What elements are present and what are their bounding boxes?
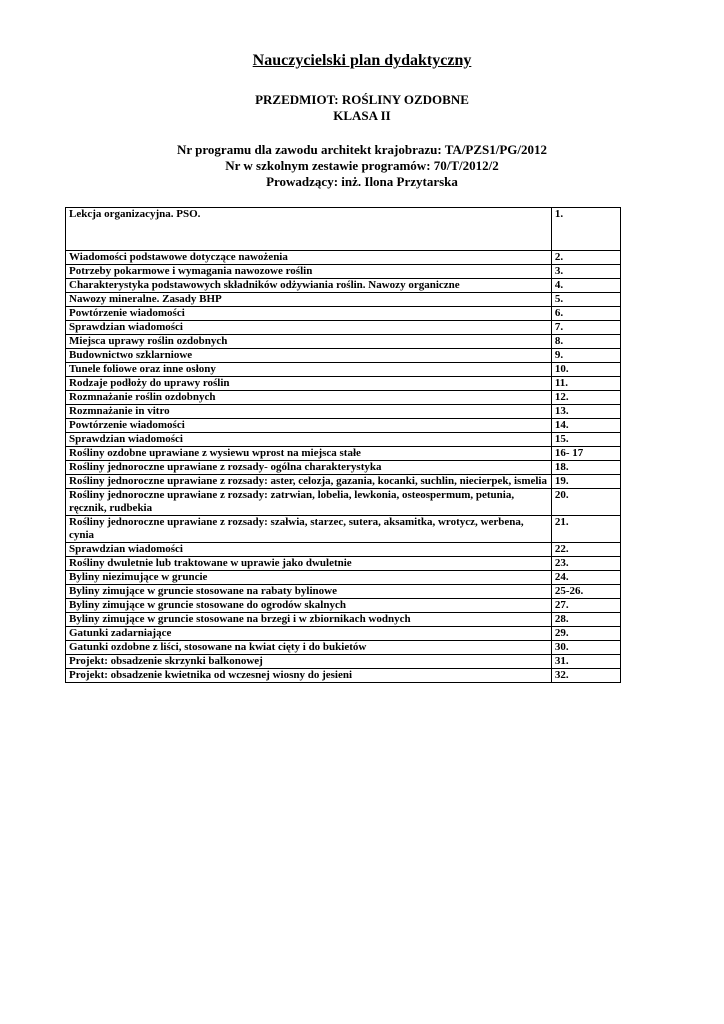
teacher-line: Prowadzący: inż. Ilona Przytarska (266, 174, 458, 189)
table-row (66, 489, 621, 516)
lesson-number: 31. (551, 655, 620, 669)
lesson-number: 23. (551, 557, 620, 571)
table-row (66, 251, 621, 265)
lesson-number: 16- 17 (551, 447, 620, 461)
program-info (0, 142, 724, 190)
school-set-number: Nr w szkolnym zestawie programów: 70/T/2012/2 (225, 158, 499, 173)
lesson-topic: Rośliny jednoroczne uprawiane z rozsady: szałwia, starzec, sutera, aksamitka, wrotycz, werbena, cynia (66, 516, 552, 543)
lesson-number: 3. (551, 265, 620, 279)
lesson-topic: Rośliny ozdobne uprawiane z wysiewu wprost na miejsca stałe (66, 447, 552, 461)
lesson-number: 21. (551, 516, 620, 543)
lesson-number: 29. (551, 627, 620, 641)
lesson-topic: Gatunki zadarniające (66, 627, 552, 641)
table-row (66, 377, 621, 391)
lesson-topic: Nawozy mineralne. Zasady BHP (66, 293, 552, 307)
lesson-number: 19. (551, 475, 620, 489)
lesson-topic: Powtórzenie wiadomości (66, 419, 552, 433)
lesson-number: 13. (551, 405, 620, 419)
table-row (66, 433, 621, 447)
lesson-number: 8. (551, 335, 620, 349)
table-row (66, 613, 621, 627)
lesson-number: 4. (551, 279, 620, 293)
lesson-topic: Gatunki ozdobne z liści, stosowane na kwiat cięty i do bukietów (66, 641, 552, 655)
table-row (66, 335, 621, 349)
lesson-number: 6. (551, 307, 620, 321)
lesson-topic: Rozmnażanie in vitro (66, 405, 552, 419)
table-row (66, 307, 621, 321)
table-row (66, 405, 621, 419)
table-row (66, 655, 621, 669)
table-row (66, 475, 621, 489)
lesson-number: 15. (551, 433, 620, 447)
table-row (66, 461, 621, 475)
lesson-topic: Byliny zimujące w gruncie stosowane na rabaty bylinowe (66, 585, 552, 599)
program-number: Nr programu dla zawodu architekt krajobrazu: TA/PZS1/PG/2012 (176, 142, 548, 157)
lesson-number: 22. (551, 543, 620, 557)
lesson-topic: Rodzaje podłoży do uprawy roślin (66, 377, 552, 391)
lesson-topic: Rośliny dwuletnie lub traktowane w uprawie jako dwuletnie (66, 557, 552, 571)
lesson-topic: Rozmnażanie roślin ozdobnych (66, 391, 552, 405)
table-row (66, 391, 621, 405)
table-row (66, 363, 621, 377)
lesson-number: 7. (551, 321, 620, 335)
lesson-number: 20. (551, 489, 620, 516)
lesson-topic: Projekt: obsadzenie kwietnika od wczesnej wiosny do jesieni (66, 669, 552, 683)
subject-line: PRZEDMIOT: ROŚLINY OZDOBNE (255, 92, 469, 107)
table-row (66, 543, 621, 557)
table-row (66, 321, 621, 335)
table-row (66, 669, 621, 683)
lesson-topic: Byliny zimujące w gruncie stosowane na brzegi i w zbiornikach wodnych (66, 613, 552, 627)
table-row (66, 265, 621, 279)
lesson-topic: Wiadomości podstawowe dotyczące nawożenia (66, 251, 552, 265)
table-row (66, 279, 621, 293)
lesson-number: 5. (551, 293, 620, 307)
table-row (66, 571, 621, 585)
lesson-topic: Rośliny jednoroczne uprawiane z rozsady: aster, celozja, gazania, kocanki, suchlin, niecierpek, ismelia (66, 475, 552, 489)
table-row (66, 641, 621, 655)
lesson-plan-body (66, 208, 621, 683)
table-row (66, 293, 621, 307)
lesson-topic: Sprawdzian wiadomości (66, 321, 552, 335)
lesson-topic: Byliny zimujące w gruncie stosowane do ogrodów skalnych (66, 599, 552, 613)
lesson-number: 1. (551, 208, 620, 251)
lesson-number: 24. (551, 571, 620, 585)
table-row (66, 557, 621, 571)
class-line: KLASA II (333, 108, 391, 123)
table-row (66, 349, 621, 363)
document-title: Nauczycielski plan dydaktyczny (252, 52, 472, 69)
lesson-topic: Potrzeby pokarmowe i wymagania nawozowe roślin (66, 265, 552, 279)
table-row (66, 447, 621, 461)
lesson-number: 32. (551, 669, 620, 683)
lesson-topic: Rośliny jednoroczne uprawiane z rozsady: zatrwian, lobelia, lewkonia, osteospermum, petunia, ręcznik, rudbekia (66, 489, 552, 516)
table-row (66, 516, 621, 543)
lesson-topic: Sprawdzian wiadomości (66, 433, 552, 447)
subject-block (0, 92, 724, 124)
lesson-number: 11. (551, 377, 620, 391)
table-row (66, 599, 621, 613)
lesson-number: 2. (551, 251, 620, 265)
lesson-number: 14. (551, 419, 620, 433)
lesson-topic: Tunele foliowe oraz inne osłony (66, 363, 552, 377)
lesson-number: 25-26. (551, 585, 620, 599)
lesson-topic: Sprawdzian wiadomości (66, 543, 552, 557)
lesson-number: 28. (551, 613, 620, 627)
lesson-topic: Charakterystyka podstawowych składników odżywiania roślin. Nawozy organiczne (66, 279, 552, 293)
lesson-topic: Byliny niezimujące w gruncie (66, 571, 552, 585)
lesson-number: 30. (551, 641, 620, 655)
lesson-topic: Rośliny jednoroczne uprawiane z rozsady- ogólna charakterystyka (66, 461, 552, 475)
lesson-plan-table (65, 207, 621, 683)
lesson-topic: Miejsca uprawy roślin ozdobnych (66, 335, 552, 349)
table-row (66, 208, 621, 251)
lesson-topic: Projekt: obsadzenie skrzynki balkonowej (66, 655, 552, 669)
table-row (66, 419, 621, 433)
lesson-number: 12. (551, 391, 620, 405)
lesson-topic: Budownictwo szklarniowe (66, 349, 552, 363)
lesson-number: 18. (551, 461, 620, 475)
lesson-topic: Powtórzenie wiadomości (66, 307, 552, 321)
table-row (66, 627, 621, 641)
lesson-number: 10. (551, 363, 620, 377)
table-row (66, 585, 621, 599)
lesson-number: 9. (551, 349, 620, 363)
lesson-topic: Lekcja organizacyjna. PSO. (66, 208, 552, 251)
lesson-number: 27. (551, 599, 620, 613)
